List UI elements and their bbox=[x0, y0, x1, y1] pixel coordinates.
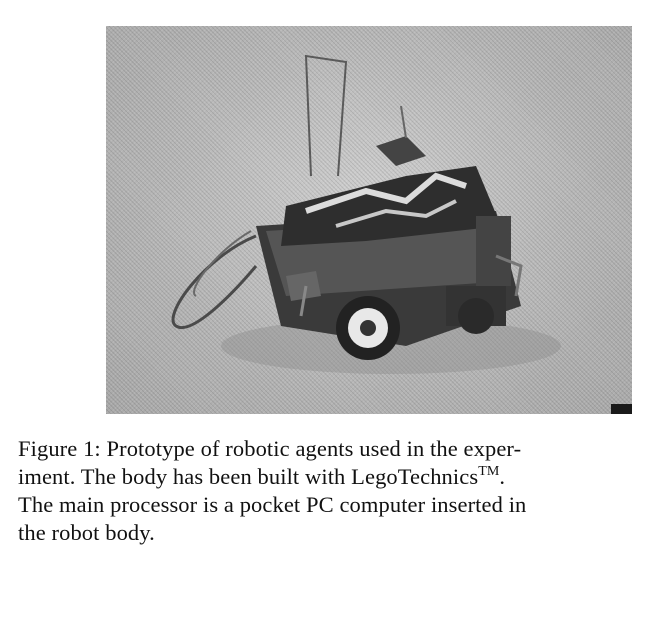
caption-line-4: the robot body. bbox=[18, 520, 155, 545]
robot-photo bbox=[106, 26, 632, 414]
robot-illustration bbox=[106, 26, 632, 414]
caption-line-3: The main processor is a pocket PC computer inserted in bbox=[18, 492, 527, 517]
caption-line-2 bbox=[18, 463, 638, 491]
figure-caption bbox=[18, 435, 638, 547]
caption-line-2-text: iment. The body has been built with LegoTechnics bbox=[18, 464, 479, 489]
caption-line-2-end: . bbox=[499, 464, 506, 489]
trademark-superscript: TM bbox=[478, 464, 500, 479]
caption-line-1: Figure 1: Prototype of robotic agents used in the exper- bbox=[18, 436, 522, 461]
